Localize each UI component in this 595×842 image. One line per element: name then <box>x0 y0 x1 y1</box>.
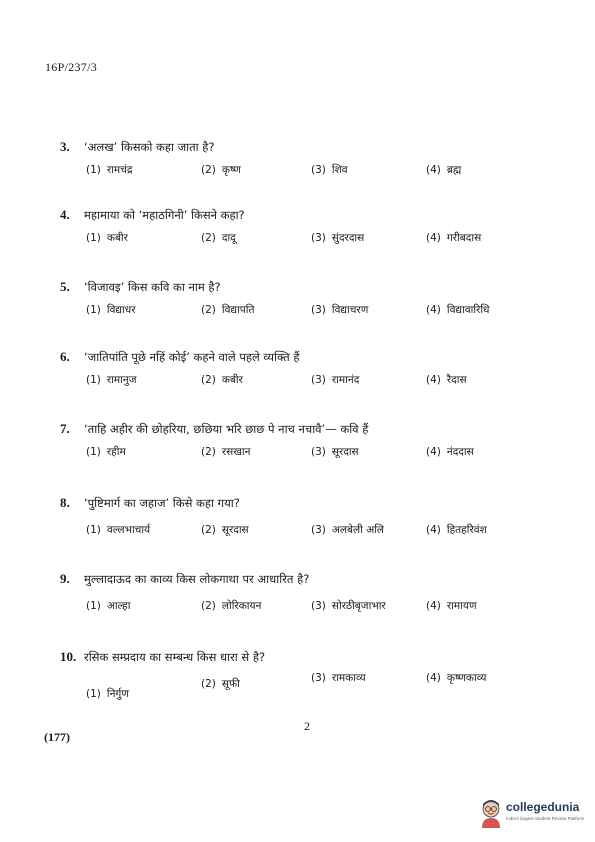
question-number: 8. <box>60 495 70 510</box>
option-3: (3) अलबेली अलि <box>311 524 385 536</box>
question-text: ‘जातिपांति पूछे नहिं कोई’ कहने वाले पहले व्यक्ति हैं <box>84 350 300 364</box>
option-1: (1) रामचंद्र <box>86 164 133 176</box>
options <box>60 163 560 181</box>
option-4: (4) ब्रह्म <box>426 164 462 176</box>
option-3: (3) सोरठीबृजाभार <box>311 600 386 612</box>
option-1: (1) कबीर <box>86 232 128 244</box>
brand-name: collegedunia <box>506 800 580 814</box>
option-4: (4) रैदास <box>426 374 467 386</box>
options <box>60 373 560 391</box>
question-number: 9. <box>60 571 70 586</box>
question-text: ‘विजावइ’ किस कवि का नाम है? <box>84 280 221 294</box>
option-3: (3) शिव <box>311 164 348 176</box>
question-9 <box>60 571 560 617</box>
question-7 <box>60 421 560 463</box>
option-1: (1) रहीम <box>86 446 126 458</box>
option-3: (3) विद्याचरण <box>311 304 369 316</box>
options <box>60 599 560 617</box>
page-number: 2 <box>304 719 310 733</box>
question-8 <box>60 495 560 541</box>
option-2: (2) सूरदास <box>201 524 249 536</box>
options <box>60 445 560 463</box>
question-number: 7. <box>60 421 70 436</box>
option-1: (1) रामानुज <box>86 374 137 386</box>
option-2: (2) सूफी <box>201 678 240 690</box>
question-number: 10. <box>60 649 77 664</box>
question-10 <box>60 649 560 707</box>
question-5 <box>60 279 560 321</box>
option-2: (2) कबीर <box>201 374 243 386</box>
option-2: (2) विद्यापति <box>201 304 255 316</box>
question-number: 5. <box>60 279 70 294</box>
footer-code: (177) <box>44 730 70 744</box>
question-text: रसिक सम्प्रदाय का सम्बन्ध किस धारा से है? <box>84 650 266 664</box>
question-text: महामाया को ‘महाठगिनी’ किसने कहा? <box>84 208 245 222</box>
option-1: (1) विद्याधर <box>86 304 136 316</box>
brand-tagline: India's largest Student Review Platform <box>506 816 585 821</box>
option-4: (4) गरीबदास <box>426 232 482 244</box>
question-3 <box>60 139 560 181</box>
option-1: (1) निर्गुण <box>86 688 129 700</box>
paper-code: 16P/237/3 <box>45 60 98 74</box>
option-1: (1) आल्हा <box>86 600 131 612</box>
question-text: ‘ताहि अहीर की छोहरिया, छछिया भरि छाछ पे नाच नचावै’— कवि हैं <box>84 422 369 436</box>
option-3: (3) सूरदास <box>311 446 359 458</box>
question-text: मुल्लादाऊद का काव्य किस लोकगाथा पर आधारित है? <box>84 572 310 586</box>
options <box>60 303 560 321</box>
question-number: 4. <box>60 207 70 222</box>
option-4: (4) कृष्णकाव्य <box>426 672 487 684</box>
options <box>60 671 560 707</box>
student-mascot-icon <box>478 798 504 828</box>
option-4: (4) नंददास <box>426 446 474 458</box>
option-1: (1) वल्लभाचार्य <box>86 524 151 536</box>
option-2: (2) कृष्ण <box>201 164 241 176</box>
option-3: (3) रामानंद <box>311 374 360 386</box>
question-4 <box>60 207 560 249</box>
question-number: 6. <box>60 349 70 364</box>
brand-watermark <box>478 796 590 832</box>
question-6 <box>60 349 560 391</box>
question-text: ‘अलख’ किसको कहा जाता है? <box>84 140 215 154</box>
option-3: (3) रामकाव्य <box>311 672 366 684</box>
options <box>60 523 560 541</box>
option-2: (2) रसखान <box>201 446 251 458</box>
options <box>60 231 560 249</box>
option-4: (4) हितहरिवंश <box>426 524 487 536</box>
question-number: 3. <box>60 139 70 154</box>
question-text: ‘पुष्टिमार्ग का जहाज’ किसे कहा गया? <box>84 496 240 510</box>
option-4: (4) रामायण <box>426 600 477 612</box>
option-3: (3) सुंदरदास <box>311 232 365 244</box>
option-2: (2) लोरिकायन <box>201 600 262 612</box>
option-2: (2) दादू <box>201 232 236 244</box>
option-4: (4) विद्यावारिधि <box>426 304 490 316</box>
